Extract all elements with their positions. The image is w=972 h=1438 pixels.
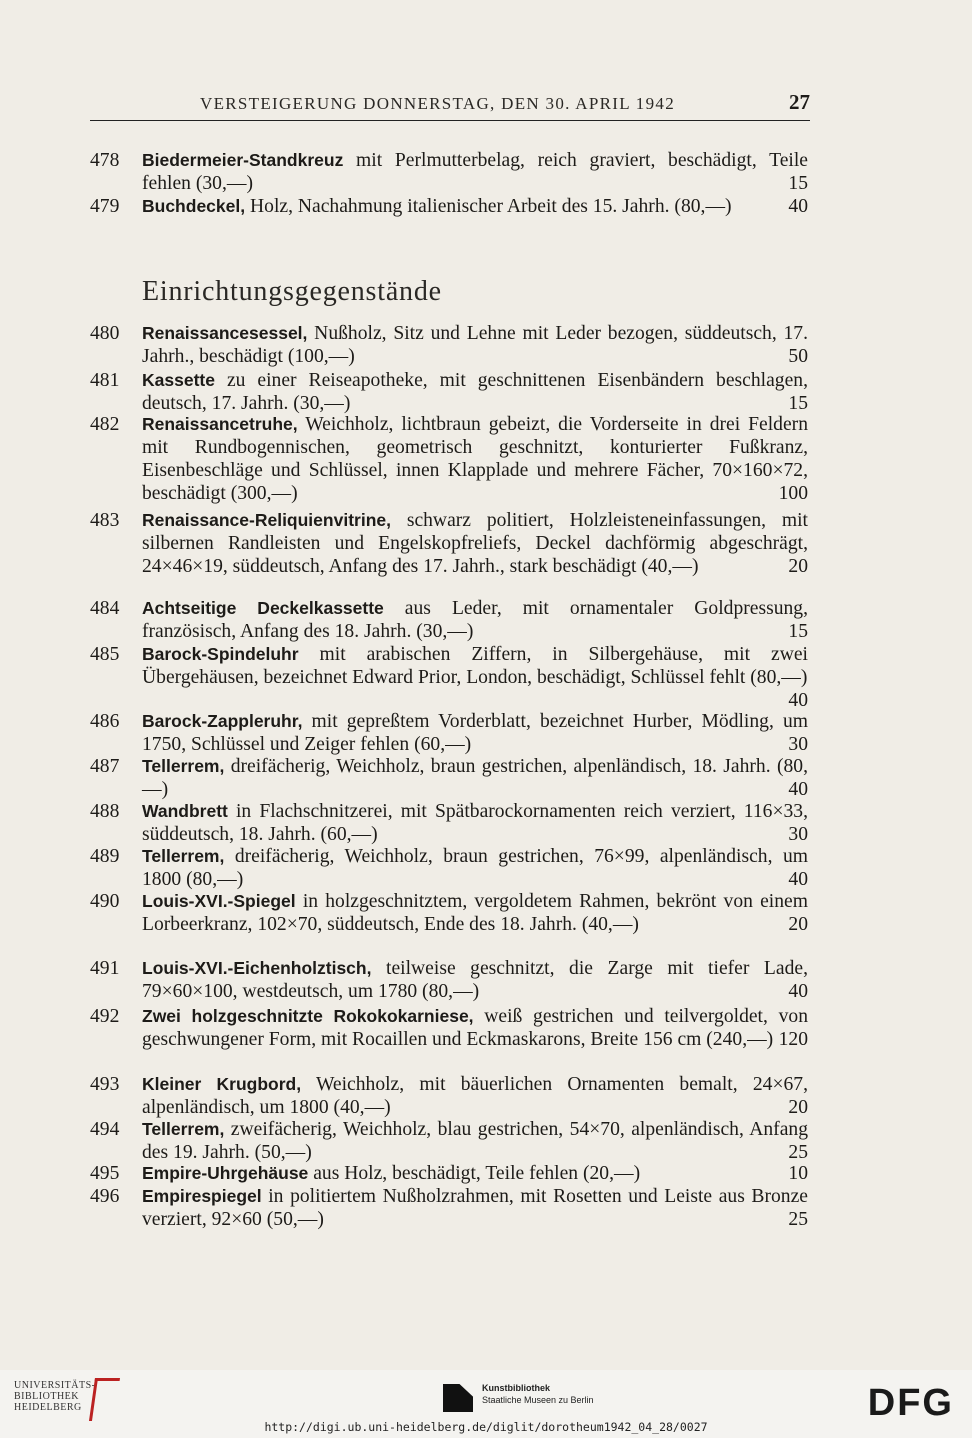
lot-number: 491 [90, 958, 120, 979]
lot-description: zweifächerig, Weichholz, blau gestrichen, 54×70, alpenländisch, Anfang des 19. Jahrh. (50,—) [142, 1119, 808, 1163]
lot-price: 30 [788, 734, 808, 755]
lot-description: schwarz politiert, Holzleisteneinfassungen, mit silbernen Randleisten und Engelskopfreliefs, Deckel dachförmig abgeschrägt, 24×46×19, süddeutsch, Anfang des 17. Jahrh., stark beschädigt (40,—) [142, 510, 808, 577]
lot-number: 479 [90, 196, 120, 217]
lot-description: mit gepreßtem Vorderblatt, bezeichnet Hurber, Mödling, um 1750, Schlüssel und Zeiger fehlen (60,—) [142, 711, 808, 755]
lot-title: Wandbrett [142, 801, 228, 821]
lot-483 [90, 509, 808, 578]
lot-492 [90, 1005, 808, 1051]
university-mark-icon [89, 1378, 120, 1421]
lot-number: 490 [90, 891, 120, 912]
lot-number: 493 [90, 1074, 120, 1095]
lot-number: 482 [90, 414, 120, 435]
lot-price: 20 [788, 1097, 808, 1118]
lot-price: 40 [788, 869, 808, 890]
lot-number: 496 [90, 1186, 120, 1207]
lot-title: Empirespiegel [142, 1186, 262, 1206]
lot-description: aus Holz, beschädigt, Teile fehlen (20,—) [308, 1163, 641, 1184]
lot-number: 483 [90, 510, 120, 531]
lot-title: Kassette [142, 370, 215, 390]
lot-description: Weichholz, mit bäuerlichen Ornamenten bemalt, 24×67, alpenländisch, um 1800 (40,—) [142, 1074, 808, 1118]
lot-price: 40 [788, 779, 808, 800]
lot-479 [90, 195, 808, 218]
section-heading: Einrichtungsgegenstände [142, 276, 442, 307]
lot-480 [90, 322, 808, 368]
lot-491 [90, 957, 808, 1003]
lot-title: Kleiner Krugbord, [142, 1074, 302, 1094]
lot-number: 495 [90, 1163, 120, 1184]
lot-description: weiß gestrichen und teilvergoldet, von geschwungener Form, mit Rocaillen und Eckmaskarons, Breite 156 cm (240,—) [142, 1006, 808, 1050]
lot-price: 30 [788, 824, 808, 845]
lot-price: 50 [788, 346, 808, 367]
lot-number: 487 [90, 756, 120, 777]
lot-485 [90, 643, 808, 712]
lot-description: mit arabischen Ziffern, in Silbergehäuse, mit zwei Übergehäusen, bezeichnet Edward Prior, London, beschädigt, Schlüssel fehlt (80,—) [142, 644, 808, 688]
lot-price: 100 [778, 483, 808, 504]
lot-496 [90, 1185, 808, 1231]
lot-number: 489 [90, 846, 120, 867]
lot-495 [90, 1162, 808, 1185]
lot-number: 485 [90, 644, 120, 665]
lot-description: aus Leder, mit ornamentaler Goldpressung, französisch, Anfang des 18. Jahrh. (30,—) [142, 598, 809, 642]
lot-description: Weichholz, lichtbraun gebeizt, die Vorderseite in drei Feldern mit Rundbogennischen, geometrisch geschnitzt, konturierter Fußkranz, Eisenbeschläge und Schlüssel, innen Klapplade und mehrere Fächer, 70×160×72, beschädigt (300,—) [142, 414, 808, 504]
lot-title: Tellerrem, [142, 1119, 225, 1139]
lot-price: 40 [788, 690, 808, 711]
lot-number: 481 [90, 370, 120, 391]
lot-number: 480 [90, 323, 120, 344]
lot-price: 15 [788, 393, 808, 414]
viewer-footer [0, 1370, 972, 1438]
lot-486 [90, 710, 808, 756]
kb-institution: Staatliche Museen zu Berlin [482, 1395, 594, 1405]
lot-title: Barock-Spindeluhr [142, 644, 299, 664]
dfg-logo[interactable]: DFG [867, 1382, 954, 1424]
lot-description: dreifächerig, Weichholz, braun gestrichen, alpenländisch, 18. Jahrh. (80,—) [142, 756, 808, 800]
lot-title: Renaissancesessel, [142, 323, 308, 343]
permalink-url[interactable]: http://digi.ub.uni-heidelberg.de/diglit/dorotheum1942_04_28/0027 [264, 1420, 708, 1434]
lot-description: Holz, Nachahmung italienischer Arbeit des 15. Jahrh. (80,—) [245, 196, 732, 217]
kunstbibliothek-logo-icon[interactable] [443, 1384, 473, 1412]
page-number: 27 [789, 90, 810, 114]
lot-price: 25 [788, 1209, 808, 1230]
lot-description: Nußholz, Sitz und Lehne mit Leder bezogen, süddeutsch, 17. Jahrh., beschädigt (100,—) [142, 323, 808, 367]
lot-description: mit Perlmutterbelag, reich graviert, beschädigt, Teile fehlen (30,—) [142, 150, 808, 194]
lot-price: 25 [788, 1142, 808, 1163]
lot-482 [90, 413, 808, 505]
lot-number: 494 [90, 1119, 120, 1140]
uni-logo-line: BIBLIOTHEK [14, 1391, 79, 1402]
lot-title: Zwei holzgeschnitzte Rokokokarniese, [142, 1006, 474, 1026]
lot-title: Achtseitige Deckelkassette [142, 598, 384, 618]
lot-price: 20 [788, 556, 808, 577]
header-title: VERSTEIGERUNG DONNERSTAG, DEN 30. APRIL 1942 [200, 94, 676, 113]
lot-title: Renaissance-Reliquienvitrine, [142, 510, 391, 530]
kb-name: Kunstbibliothek [482, 1383, 550, 1393]
lot-title: Tellerrem, [142, 846, 225, 866]
lot-number: 484 [90, 598, 120, 619]
lot-number: 478 [90, 150, 120, 171]
lot-number: 488 [90, 801, 120, 822]
lot-489 [90, 845, 808, 891]
kunstbibliothek-label [482, 1382, 594, 1406]
lot-487 [90, 755, 808, 801]
lot-title: Buchdeckel, [142, 196, 246, 216]
lot-description: in holzgeschnitztem, vergoldetem Rahmen, bekrönt von einem Lorbeerkranz, 102×70, süddeutsch, Ende des 18. Jahrh. (40,—) [142, 891, 808, 935]
lot-484 [90, 597, 808, 643]
lot-488 [90, 800, 808, 846]
lot-title: Biedermeier-Standkreuz [142, 150, 344, 170]
lot-title: Louis-XVI.-Eichenholztisch, [142, 958, 372, 978]
lot-493 [90, 1073, 808, 1119]
lot-title: Tellerrem, [142, 756, 225, 776]
lot-title: Barock-Zappleruhr, [142, 711, 303, 731]
lot-number: 486 [90, 711, 120, 732]
uni-logo-line: UNIVERSITÄTS- [14, 1380, 96, 1391]
lot-title: Louis-XVI.-Spiegel [142, 891, 296, 911]
lot-description: zu einer Reiseapotheke, mit geschnittenen Eisenbändern beschlagen, deutsch, 17. Jahrh. (30,—) [142, 370, 808, 414]
lot-price: 10 [788, 1163, 808, 1184]
lot-description: in politiertem Nußholzrahmen, mit Rosetten und Leiste aus Bronze verziert, 92×60 (50,—) [142, 1186, 808, 1230]
university-library-logo[interactable] [14, 1380, 96, 1413]
lot-490 [90, 890, 808, 936]
lot-478 [90, 149, 808, 195]
lot-description: dreifächerig, Weichholz, braun gestrichen, 76×99, alpenländisch, um 1800 (80,—) [142, 846, 808, 890]
lot-number: 492 [90, 1006, 120, 1027]
lot-481 [90, 369, 808, 415]
lot-494 [90, 1118, 808, 1164]
lot-title: Renaissancetruhe, [142, 414, 298, 434]
lot-price: 120 [778, 1029, 808, 1050]
lot-price: 20 [788, 914, 808, 935]
lot-price: 15 [788, 621, 808, 642]
lot-price: 40 [788, 196, 808, 217]
lot-price: 15 [788, 173, 808, 194]
lot-price: 40 [788, 981, 808, 1002]
lot-description: teilweise geschnitzt, die Zarge mit tiefer Lade, 79×60×100, westdeutsch, um 1780 (80,—) [142, 958, 808, 1002]
lot-title: Empire-Uhrgehäuse [142, 1163, 309, 1183]
running-header [90, 92, 810, 121]
uni-logo-line: HEIDELBERG [14, 1402, 82, 1413]
lot-description: in Flachschnitzerei, mit Spätbarockornamenten reich verziert, 116×33, süddeutsch, 18. Jahrh. (60,—) [142, 801, 808, 845]
